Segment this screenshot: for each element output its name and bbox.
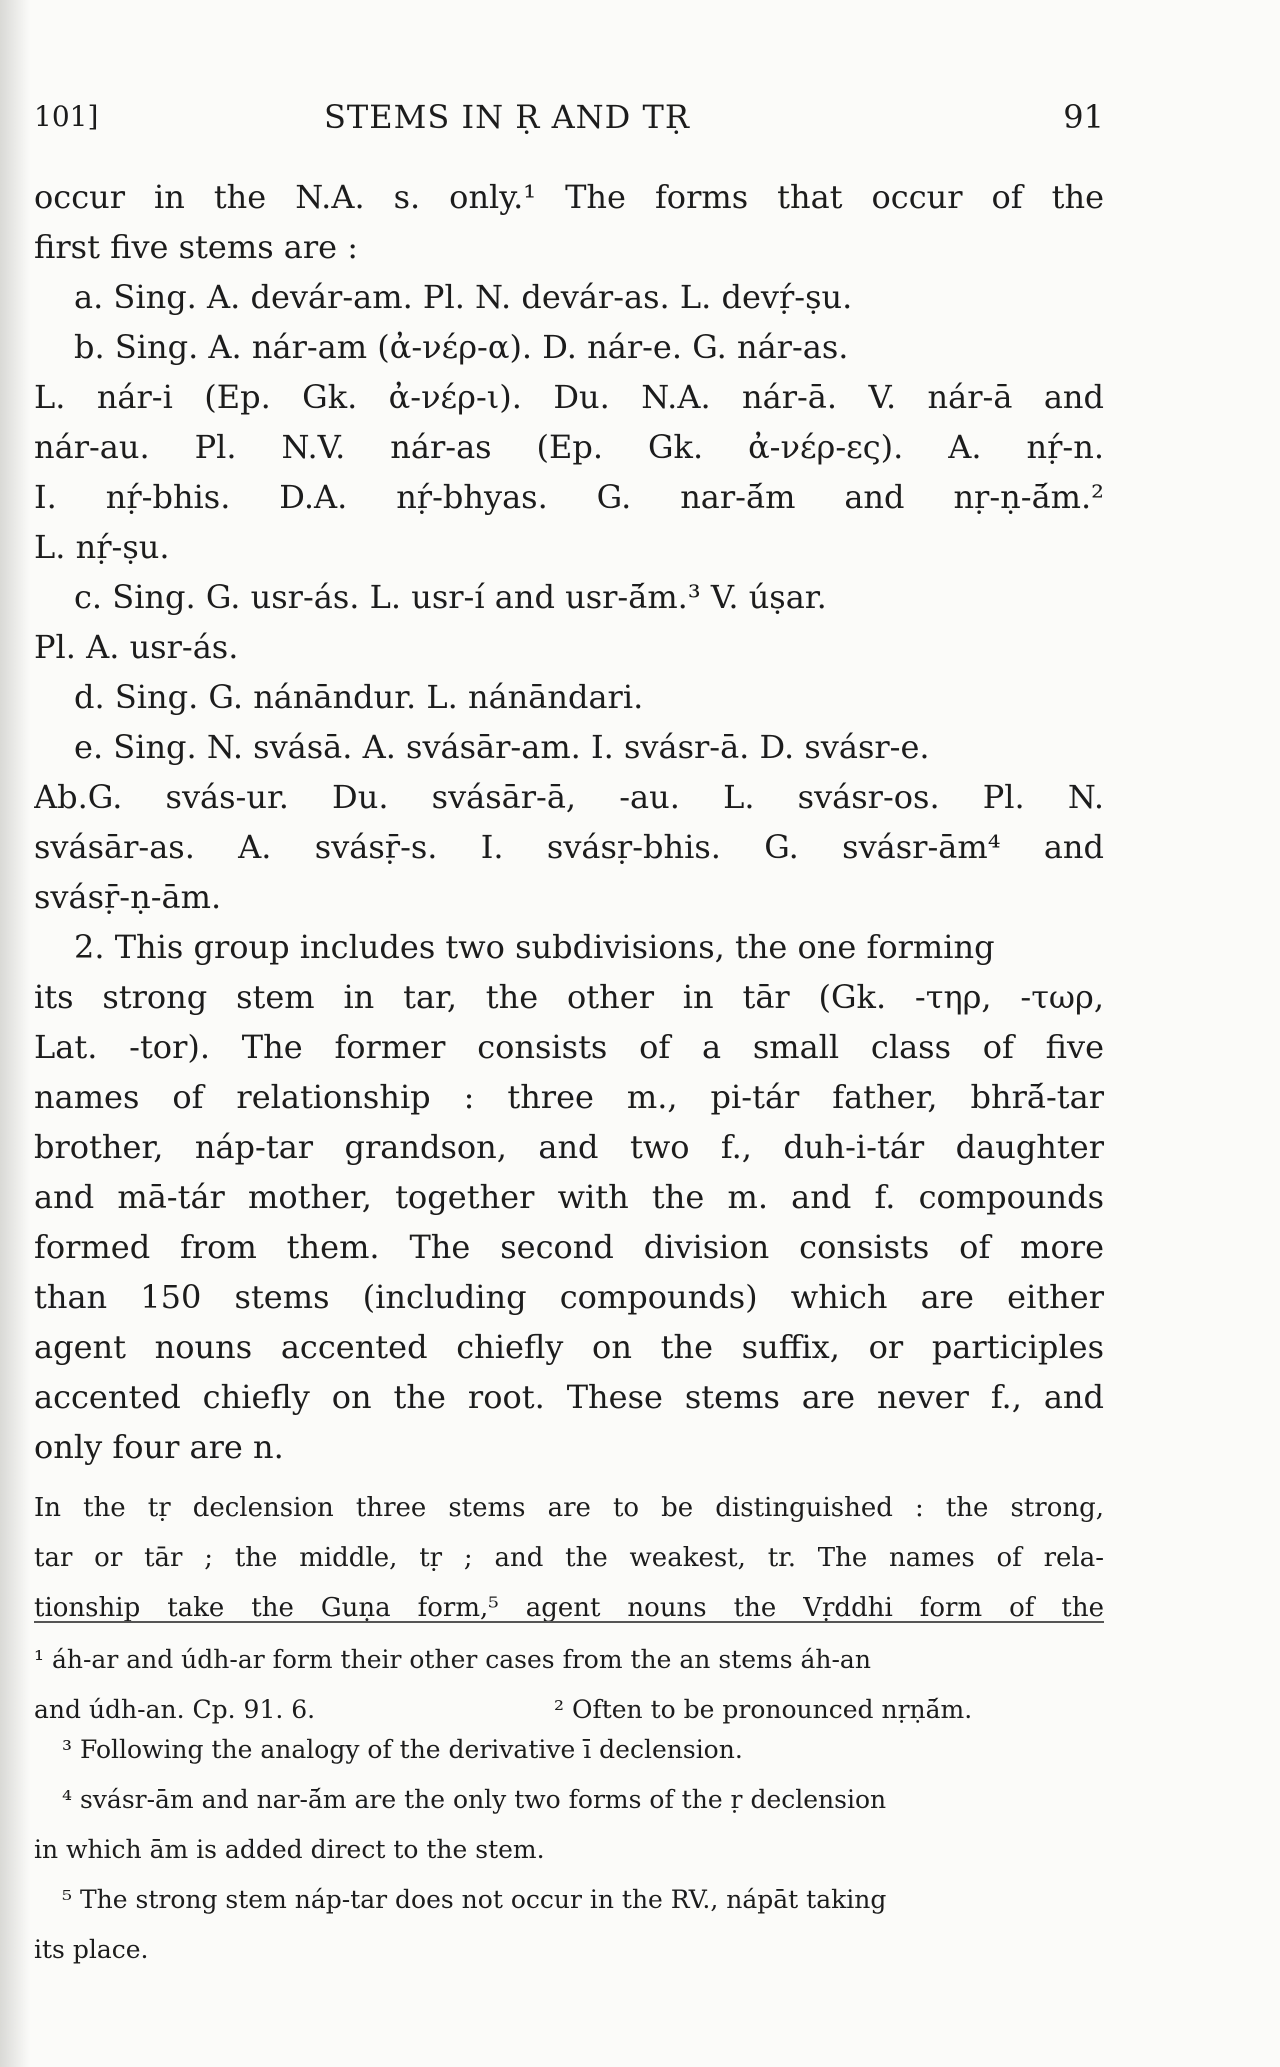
small-print-paragraph <box>34 1488 1104 1638</box>
text-line: svásār-as. A. svásṝ-s. I. svásṛ-bhis. G. svásr-ām⁴ and <box>34 828 1104 866</box>
text-line: Pl. A. usr-ás. <box>34 628 239 666</box>
footnote-3: ³ Following the analogy of the derivative ī declension. <box>62 1735 743 1764</box>
text-line: agent nouns accented chiefly on the suffix, or participles <box>34 1328 1104 1366</box>
small-text-line: tionship take the Guṇa form,⁵ agent nouns the Vṛddhi form of the <box>34 1593 1104 1623</box>
small-text-line: In the tṛ declension three stems are to be distinguished : the strong, <box>34 1493 1104 1523</box>
footnote-divider <box>34 1621 1104 1623</box>
text-line: svásṝ-ṇ-ām. <box>34 878 222 916</box>
text-line: Ab.G. svás-ur. Du. svásār-ā, -au. L. svásr-os. Pl. N. <box>34 778 1104 816</box>
text-line: 2. This group includes two subdivisions, the one forming <box>74 928 995 966</box>
footnote-4: ⁴ svásr-ām and nar-ā́m are the only two forms of the ṛ declension <box>62 1785 887 1814</box>
text-line: L. nár-i (Ep. Gk. ἀ-νέρ-ι). Du. N.A. nár-ā. V. nár-ā and <box>34 378 1104 416</box>
footnote-4-continued: in which ām is added direct to the stem. <box>34 1835 545 1864</box>
text-line: d. Sing. G. nánāndur. L. nánāndari. <box>74 678 644 716</box>
running-header <box>34 98 1104 138</box>
text-line: formed from them. The second division consists of more <box>34 1228 1104 1266</box>
page-number: 91 <box>1063 98 1104 136</box>
text-line: than 150 stems (including compounds) which are either <box>34 1278 1104 1316</box>
footnotes <box>34 1640 1104 1980</box>
page-title: STEMS IN Ṛ AND TṚ <box>324 98 690 136</box>
footnote-1-continued: and údh-an. Cp. 91. 6. <box>34 1695 316 1724</box>
text-line: e. Sing. N. svásā. A. svásār-am. I. svásr-ā. D. svásr-e. <box>74 728 930 766</box>
text-line: a. Sing. A. devár-am. Pl. N. devár-as. L. devṛ́-ṣu. <box>74 278 853 316</box>
text-line: Lat. -tor). The former consists of a small class of five <box>34 1028 1104 1066</box>
footnote-1: ¹ áh-ar and údh-ar form their other cases from the an stems áh-an <box>34 1645 871 1674</box>
text-line: occur in the N.A. s. only.¹ The forms that occur of the <box>34 178 1104 216</box>
text-line: and mā-tár mother, together with the m. and f. compounds <box>34 1178 1104 1216</box>
footnote-5-continued: its place. <box>34 1935 149 1964</box>
small-text-line: tar or tār ; the middle, tṛ ; and the weakest, tr. The names of rela- <box>34 1543 1104 1573</box>
footnote-2: ² Often to be pronounced nṛṇā́m. <box>554 1695 973 1724</box>
main-text <box>34 172 1104 1472</box>
text-line: names of relationship : three m., pi-tár father, bhrā́-tar <box>34 1078 1104 1116</box>
text-line: brother, náp-tar grandson, and two f., duh-i-tár daughter <box>34 1128 1104 1166</box>
text-line: only four are n. <box>34 1428 284 1466</box>
section-number: 101] <box>34 100 99 133</box>
text-line: I. nṛ́-bhis. D.A. nṛ́-bhyas. G. nar-ā́m and nṛ-ṇ-ā́m.² <box>34 478 1104 516</box>
text-line: c. Sing. G. usr-ás. L. usr-í and usr-ā́m.³ V. úṣar. <box>74 578 827 616</box>
text-line: nár-au. Pl. N.V. nár-as (Ep. Gk. ἀ-νέρ-ες). A. nṛ́-n. <box>34 428 1104 466</box>
footnote-5: ⁵ The strong stem náp-tar does not occur in the RV., nápāt taking <box>62 1885 887 1914</box>
text-line: its strong stem in tar, the other in tār (Gk. -τηρ, -τωρ, <box>34 978 1104 1016</box>
text-line: b. Sing. A. nár-am (ἀ-νέρ-α). D. nár-e. G. nár-as. <box>74 328 849 366</box>
page-edge-shadow <box>0 0 30 2067</box>
text-line: first five stems are : <box>34 228 359 266</box>
text-line: L. nṛ́-ṣu. <box>34 528 170 566</box>
text-line: accented chiefly on the root. These stems are never f., and <box>34 1378 1104 1416</box>
